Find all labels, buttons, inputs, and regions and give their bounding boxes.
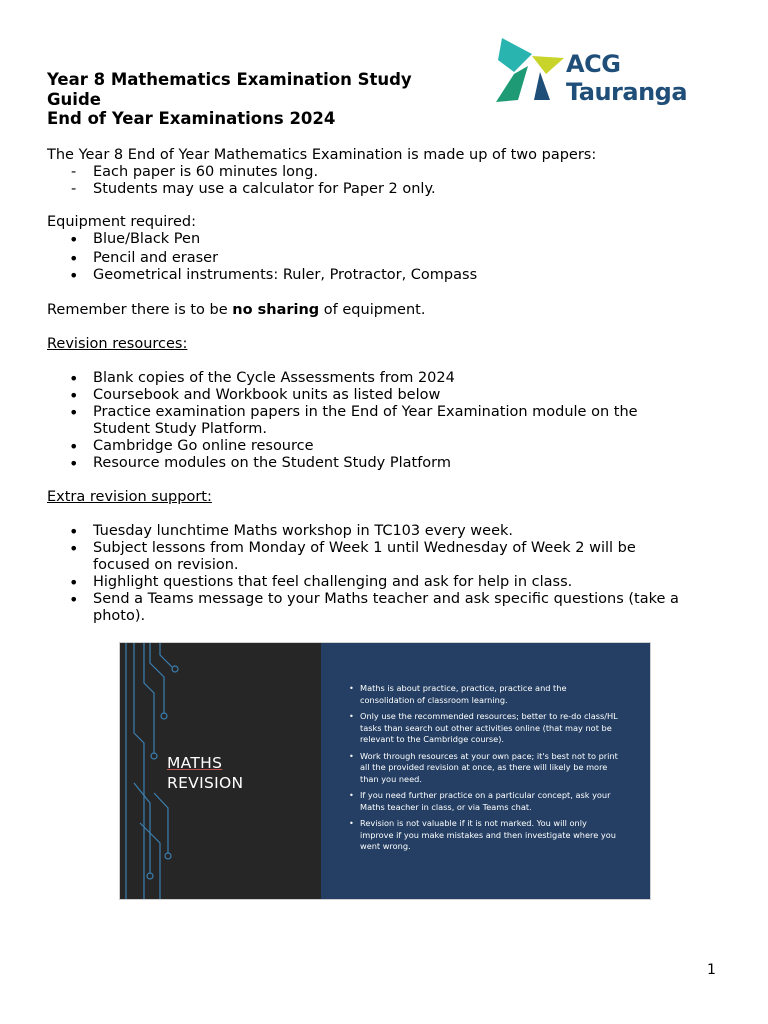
equipment-item: • Pencil and eraser	[47, 250, 727, 267]
resource-item: • Coursebook and Workbook units as listed below	[47, 387, 727, 404]
support-item: • Send a Teams message to your Maths teacher and ask specific questions (take a photo).	[47, 591, 713, 625]
extra-support-heading: Extra revision support:	[47, 489, 212, 505]
slide-bullet: • If you need further practice on a particular concept, ask your Maths teacher in class, or via Teams chat.	[349, 790, 619, 813]
resource-item: • Practice examination papers in the End of Year Examination module on the Student Study Platform.	[47, 404, 693, 438]
resource-item: • Cambridge Go online resource	[47, 438, 727, 455]
revision-resources-list	[47, 370, 727, 472]
title-line-3: End of Year Examinations 2024	[47, 109, 336, 128]
sharing-text-bold: no sharing	[232, 302, 320, 318]
slide-bullet-list	[349, 683, 619, 858]
support-item: • Tuesday lunchtime Maths workshop in TC103 every week.	[47, 523, 727, 540]
slide-heading-line-1: MATHS	[167, 754, 223, 772]
logo-mark-icon	[494, 38, 566, 106]
logo-text-acg: ACG	[566, 50, 621, 78]
slide-heading	[167, 753, 243, 793]
equipment-item: • Blue/Black Pen	[47, 231, 727, 248]
equipment-item: • Geometrical instruments: Ruler, Protractor, Compass	[47, 267, 727, 284]
intro-item: - Students may use a calculator for Paper 2 only.	[47, 181, 727, 198]
intro-text: The Year 8 End of Year Mathematics Examination is made up of two papers:	[47, 147, 597, 163]
acg-tauranga-logo	[494, 38, 694, 106]
logo-text-tauranga: Tauranga	[566, 78, 688, 106]
intro-list	[47, 164, 727, 198]
slide-heading-line-2: REVISION	[167, 774, 244, 792]
slide-left-panel	[120, 643, 321, 899]
equipment-section	[47, 214, 727, 284]
revision-resources-section	[47, 336, 727, 472]
slide-bullet: • Revision is not valuable if it is not marked. You will only improve if you make mistakes and then investigate where you went wrong.	[349, 818, 619, 853]
intro-item: - Each paper is 60 minutes long.	[47, 164, 727, 181]
slide-bullet: • Work through resources at your own pace; it's best not to print all the provided revision at once, as there will likely be more than you need.	[349, 751, 619, 786]
equipment-heading: Equipment required:	[47, 214, 196, 230]
page-title	[47, 70, 487, 129]
title-line-1: Year 8 Mathematics Examination Study	[47, 70, 412, 89]
intro-section	[47, 147, 727, 198]
slide-right-panel	[321, 643, 650, 899]
resource-item: • Resource modules on the Student Study Platform	[47, 455, 727, 472]
revision-resources-heading: Revision resources:	[47, 336, 188, 352]
extra-support-list	[47, 523, 727, 625]
resource-item: • Blank copies of the Cycle Assessments from 2024	[47, 370, 727, 387]
page-number: 1	[707, 962, 716, 978]
slide-bullet: • Only use the recommended resources; better to re-do class/HL tasks than search out other activities online (that may not be relevant to the Cambridge course).	[349, 711, 619, 746]
maths-revision-slide	[119, 642, 651, 900]
extra-support-section	[47, 489, 727, 625]
sharing-text-before: Remember there is to be	[47, 302, 233, 318]
equipment-list	[47, 231, 727, 284]
slide-bullet: • Maths is about practice, practice, practice and the consolidation of classroom learning.	[349, 683, 619, 706]
support-item: • Highlight questions that feel challenging and ask for help in class.	[47, 574, 727, 591]
sharing-note	[47, 302, 727, 319]
title-line-2: Guide	[47, 89, 101, 109]
support-item: • Subject lessons from Monday of Week 1 until Wednesday of Week 2 will be focused on revision.	[47, 540, 693, 574]
sharing-text-after: of equipment.	[319, 302, 426, 318]
